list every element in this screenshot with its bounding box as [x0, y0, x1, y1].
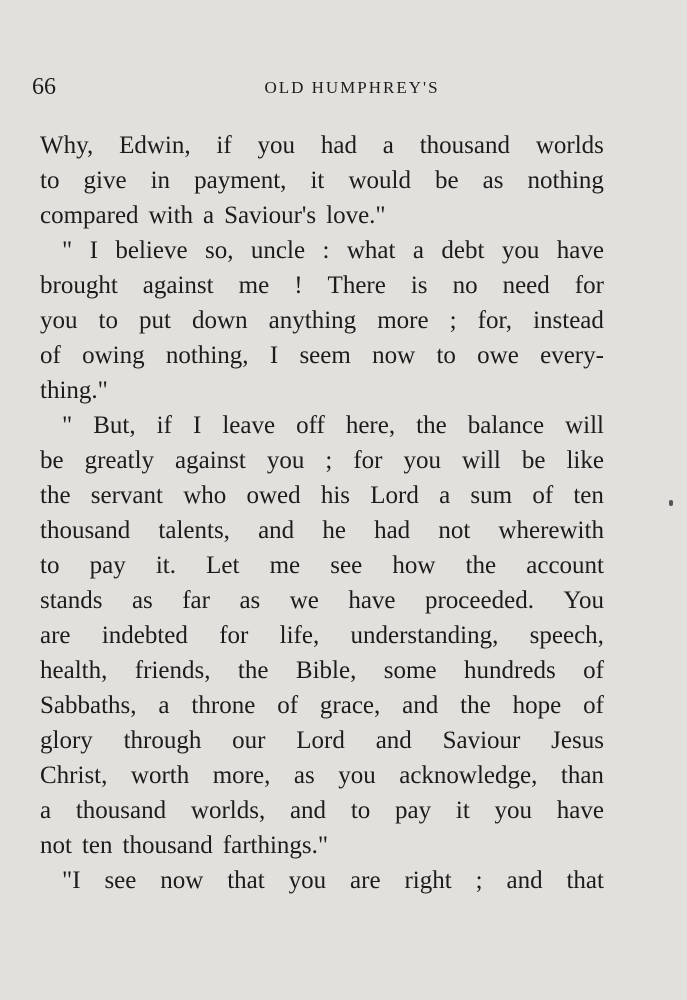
page-header [30, 74, 650, 104]
text-line: Why, Edwin, if you had a thousand worlds [40, 132, 604, 159]
text-line: a thousand worlds, and to pay it you have [40, 797, 604, 824]
page-number: 66 [32, 74, 56, 100]
text-line: of owing nothing, I seem now to owe every- [40, 342, 604, 369]
text-line: glory through our Lord and Saviour Jesus [40, 727, 604, 754]
text-line: compared with a Saviour's love." [40, 202, 386, 229]
text-line: not ten thousand farthings." [40, 832, 329, 859]
text-line: to pay it. Let me see how the account [40, 552, 604, 579]
text-line: " But, if I leave off here, the balance will [62, 412, 604, 439]
text-line: Sabbaths, a throne of grace, and the hope of [40, 692, 604, 719]
text-line: brought against me ! There is no need for [40, 272, 604, 299]
text-line: " I believe so, uncle : what a debt you have [62, 237, 604, 264]
text-line: "I see now that you are right ; and that [62, 867, 604, 894]
text-line: health, friends, the Bible, some hundreds of [40, 657, 604, 684]
paper-speck [669, 500, 673, 506]
text-line: be greatly against you ; for you will be like [40, 447, 604, 474]
text-line: stands as far as we have proceeded. You [40, 587, 604, 614]
text-line: are indebted for life, understanding, speech, [40, 622, 604, 649]
text-line: thing." [40, 377, 108, 404]
text-line: thousand talents, and he had not wherewith [40, 517, 604, 544]
running-head: OLD HUMPHREY'S [264, 78, 440, 97]
text-line: you to put down anything more ; for, instead [40, 307, 604, 334]
text-line: the servant who owed his Lord a sum of ten [40, 482, 604, 509]
text-line: Christ, worth more, as you acknowledge, than [40, 762, 604, 789]
body-text [40, 128, 604, 898]
text-line: to give in payment, it would be as nothing [40, 167, 604, 194]
